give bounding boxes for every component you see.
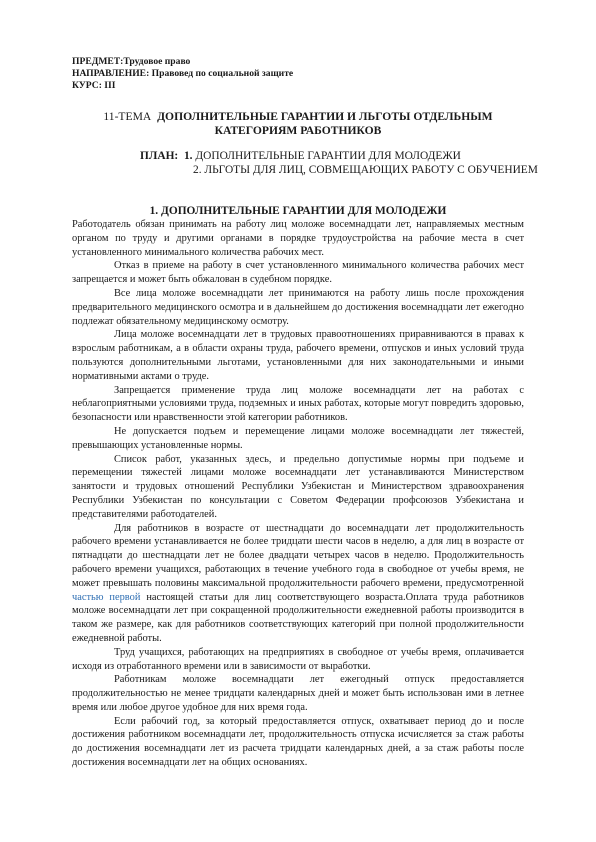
paragraph: Запрещается применение труда лиц моложе восемнадцати лет на работах с неблагоприятными условиями труда, подземных и иных работах, которые могут повредить здоровью, безопасности или нравственности этой категории работников.	[72, 384, 524, 424]
topic-title	[72, 110, 524, 138]
topic-title-line1: ДОПОЛНИТЕЛЬНЫЕ ГАРАНТИИ И ЛЬГОТЫ ОТДЕЛЬНЫМ	[157, 110, 493, 123]
plan-block	[140, 149, 538, 177]
plan-item1: ДОПОЛНИТЕЛЬНЫЕ ГАРАНТИИ ДЛЯ МОЛОДЕЖИ	[195, 150, 461, 162]
subject-line: ПРЕДМЕТ:Трудовое право	[72, 56, 191, 67]
paragraph: Лица моложе восемнадцати лет в трудовых правоотношениях приравниваются в правах к взрослым работникам, а в области охраны труда, рабочего времени, отпусков и иных условий труда пользуются дополнительными льготами, установленными для них законодательными и иными нормативными актами о труде.	[72, 329, 524, 382]
topic-title-line2: КАТЕГОРИЯМ РАБОТНИКОВ	[214, 124, 382, 137]
paragraph: Отказ в приеме на работу в счет установленного минимального количества рабочих мест запрещается и может быть обжалован в судебном порядке.	[72, 260, 524, 286]
paragraph-text: Для работников в возрасте от шестнадцати до восемнадцати лет продолжительность рабочего времени устанавливается не более тридцати шести часов в неделю, а для лиц в возрасте от пятнадцати до шестнадцати лет не более двадцати четырех часов в неделю. Продолжительность рабочего времени учащихся, работающих в течение учебного года в свободное от учебы время, не может превышать половины максимальной продолжительности рабочего времени, предусмотренной	[72, 522, 524, 589]
course-line: КУРС: III	[72, 80, 116, 91]
paragraph: Работникам моложе восемнадцати лет ежегодный отпуск предоставляется продолжительностью не менее тридцати календарных дней и может быть использован ими в летнее время или любое другое удобное для них время года.	[72, 674, 524, 713]
paragraph: Не допускается подъем и перемещение лицами моложе восемнадцати лет тяжестей, превышающих установленные нормы.	[72, 425, 524, 451]
topic-number: 11-ТЕМА	[103, 110, 152, 123]
plan-item2: 2. ЛЬГОТЫ ДЛЯ ЛИЦ, СОВМЕЩАЮЩИХ РАБОТУ С ОБУЧЕНИЕМ	[193, 164, 538, 176]
section-heading: 1. ДОПОЛНИТЕЛЬНЫЕ ГАРАНТИИ ДЛЯ МОЛОДЕЖИ	[149, 205, 447, 217]
paragraph: Труд учащихся, работающих на предприятиях в свободное от учебы время, оплачивается исходя из отработанного времени или в зависимости от выработки.	[72, 646, 524, 672]
paragraph: Список работ, указанных здесь, и предельно допустимые нормы при подъеме и перемещении тяжестей лицами моложе восемнадцати лет устанавливаются Министерством занятости и трудовых отношений Республики Узбекистан и Министерством здравоохранения Республики Узбекистан по консультации с Советом Федерации профсоюзов Узбекистана и представителями работодателей.	[72, 453, 524, 520]
article-part-link[interactable]: частью первой	[72, 591, 141, 603]
plan-label: ПЛАН:	[140, 150, 179, 162]
section-body	[72, 218, 524, 770]
plan-item1-number: 1.	[183, 150, 193, 162]
paragraph: Работодатель обязан принимать на работу лиц моложе восемнадцати лет, направляемых местным органом по труду и другими органами в порядке трудоустройства на рабочие места в счет установленного минимального количества рабочих мест.	[72, 219, 524, 258]
paragraph: Все лица моложе восемнадцати лет принимаются на работу лишь после прохождения предварительного медицинского осмотра и в дальнейшем до достижения восемнадцати лет ежегодно подлежат обязательному медицинскому осмотру.	[72, 287, 524, 327]
paragraph-text: настоящей статьи для лиц соответствующего возраста.Оплата труда работников моложе восемнадцати лет при сокращенной продолжительности ежедневной работы производится в таком же размере, как для работников соответствующих категорий при полной продолжительности ежедневной работы.	[72, 591, 524, 644]
document-header	[72, 56, 293, 92]
paragraph	[72, 522, 524, 646]
direction-line: НАПРАВЛЕНИЕ: Правовед по социальной защите	[72, 68, 294, 79]
paragraph: Если рабочий год, за который предоставляется отпуск, охватывает период до и после достижения работником восемнадцати лет, продолжительность отпуска исчисляется за стаж работы до достижения восемнадцати лет из расчета тридцати календарных дней, а за стаж работы после достижения восемнадцати лет на общих основаниях.	[72, 715, 524, 769]
